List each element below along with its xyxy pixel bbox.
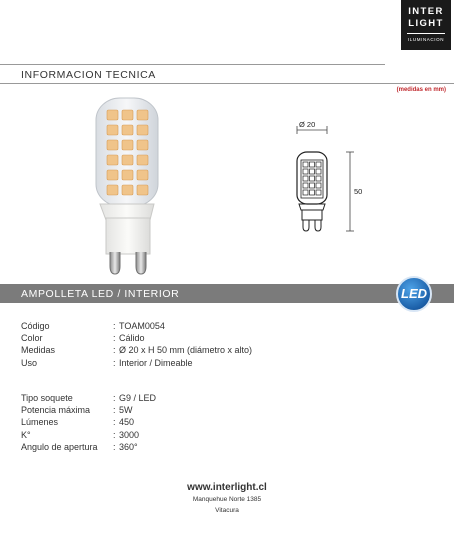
led-chip (137, 125, 148, 135)
drawing-led-chip (303, 190, 308, 195)
header-rule-bottom (0, 83, 454, 84)
led-chip (122, 125, 133, 135)
footer-city: Vitacura (215, 507, 239, 514)
section-title: INFORMACION TECNICA (21, 69, 156, 81)
width-dimension-label: Ø 20 (299, 120, 316, 129)
brand-divider (407, 33, 445, 34)
spec-key: Medidas (21, 345, 56, 356)
drawing-led-chip (316, 162, 321, 167)
bulb-product-image (88, 96, 170, 278)
spec-value: Ø 20 x H 50 mm (diámetro x alto) (119, 345, 253, 356)
drawing-led-chip (310, 183, 315, 188)
spec-value: 360° (119, 441, 138, 452)
spec-colon: : (113, 357, 116, 368)
spec-value: Interior / Dimeable (119, 357, 193, 368)
spec-value: 3000 (119, 429, 140, 440)
spec-value: TOAM0054 (119, 321, 165, 331)
led-chip (107, 170, 118, 180)
brand-line-3: ILUMINACION (407, 37, 445, 42)
drawing-led-chip (303, 176, 308, 181)
spec-colon: : (113, 441, 116, 452)
height-dimension-label: 50 (354, 187, 363, 196)
drawing-led-chip (303, 169, 308, 174)
led-chip (107, 155, 118, 165)
spec-colon: : (113, 417, 116, 428)
led-chip (107, 110, 118, 120)
led-chip (122, 110, 133, 120)
spec-colon: : (113, 345, 116, 356)
spec-key: Color (21, 333, 43, 344)
led-chip (137, 155, 148, 165)
spec-key: K° (21, 429, 31, 440)
spec-colon: : (113, 321, 116, 331)
spec-value: 450 (119, 417, 135, 428)
header-rule-top (0, 64, 385, 65)
drawing-led-chip (316, 169, 321, 174)
brand-logo (401, 0, 451, 50)
brand-line-1: INTER (408, 6, 444, 17)
brand-line-2: LIGHT (408, 18, 444, 29)
led-chip (137, 110, 148, 120)
drawing-led-chip (310, 169, 315, 174)
led-chip (107, 140, 118, 150)
drawing-led-chip (310, 176, 315, 181)
product-banner-title: AMPOLLETA LED / INTERIOR (21, 288, 180, 300)
drawing-led-chip (316, 176, 321, 181)
spec-colon: : (113, 393, 116, 403)
dimension-drawing (288, 118, 368, 236)
footer-address: Manquehue Norte 1385 (192, 496, 262, 503)
spec-key: Lúmenes (21, 417, 59, 428)
drawing-led-chip (310, 190, 315, 195)
spec-value: 5W (119, 405, 133, 416)
spec-value: Cálido (119, 333, 145, 344)
led-chip (137, 140, 148, 150)
drawing-led-chip (310, 162, 315, 167)
spec-colon: : (113, 429, 116, 440)
led-chip (137, 185, 148, 195)
drawing-led-chip (316, 183, 321, 188)
spec-key: Código (21, 321, 50, 331)
drawing-led-chip (303, 183, 308, 188)
led-chip (122, 155, 133, 165)
drawing-led-chip (316, 190, 321, 195)
spec-key: Angulo de apertura (21, 441, 98, 452)
led-chip (107, 185, 118, 195)
led-badge-icon: LED (396, 276, 432, 312)
spec-key: Tipo soquete (21, 393, 73, 403)
led-chip (122, 170, 133, 180)
spec-colon: : (113, 405, 116, 416)
drawing-led-chip (303, 162, 308, 167)
led-chip (137, 170, 148, 180)
units-note: (medidas en mm) (396, 87, 446, 93)
spec-value: G9 / LED (119, 393, 157, 403)
spec-key: Potencia máxima (21, 405, 91, 416)
product-banner (0, 284, 454, 303)
spec-colon: : (113, 333, 116, 344)
led-chip (122, 140, 133, 150)
led-chip (122, 185, 133, 195)
spec-key: Uso (21, 357, 38, 368)
footer-website-link[interactable]: www.interlight.cl (187, 482, 267, 493)
led-chip (107, 125, 118, 135)
